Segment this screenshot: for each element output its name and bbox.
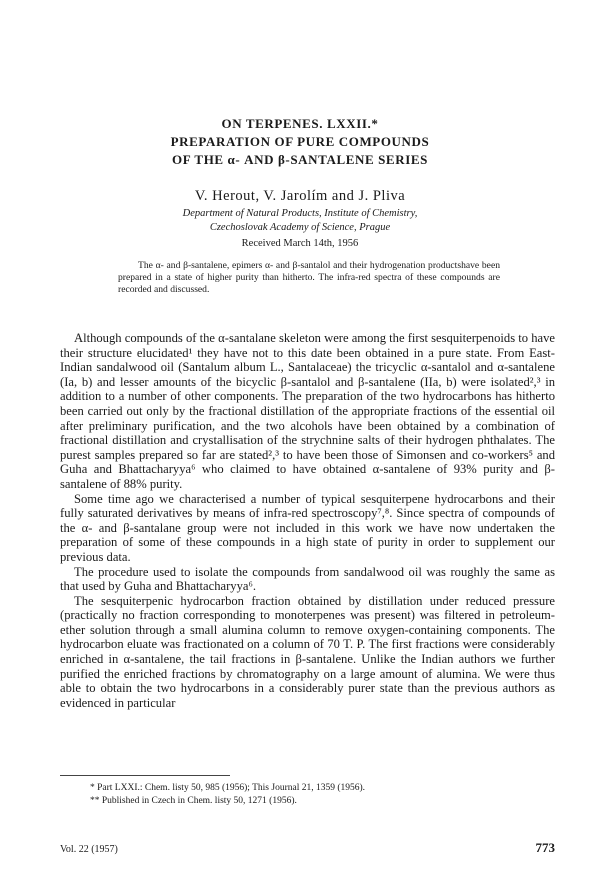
- affiliation: [60, 207, 540, 235]
- body-paragraph-3: The procedure used to isolate the compounds from sandalwood oil was roughly the same as that used by Guha and Bhattacharyya⁶.: [60, 564, 555, 594]
- footnotes: [60, 782, 555, 808]
- journal-volume: Vol. 22 (1957): [60, 844, 118, 855]
- body-paragraph-2: Some time ago we characterised a number of typical sesquiterpene hydrocarbons and their fully saturated derivatives by means of infra-red spectroscopy⁷,⁸. Since spectra of compounds of the α- and β-santalane group were not included in this work we have now undertaken the preparation of some of these compounds in a high state of purity in order to supplement our previous data.: [60, 491, 555, 564]
- article-title: [60, 115, 540, 169]
- body-paragraph-1: Although compounds of the α-santalane skeleton were among the first sesquiterpenoids to have their structure elucidated¹ they have not to this date been obtained in a pure state. From East-Indian sandalwood oil (Santalum album L., Santalaceae) the tricyclic α-santalol and α-santalene (Ia, b) and lesser amounts of the bicyclic β-santalol and β-santalene (IIa, b) were isolated²,³ in addition to a number of other components. The preparation of the two hydrocarbons has hitherto been carried out only by the fractional distillation of the appropriate fractions of the essential oil after preliminary purification, and the two alcohols have been obtained by a combination of fractional distillation and crystallisation of the strychnine salts of their hydrogen phthalates. The purest samples prepared so far are stated²,³ to have been those of Simonsen and co-workers⁵ and Guha and Bhattacharyya⁶ who claimed to have obtained α-santalene of 93% purity and β-santalene of 88% purity.: [60, 331, 555, 491]
- body-paragraph-4: The sesquiterpenic hydrocarbon fraction obtained by distillation under reduced pressure (practically no fraction corresponding to monoterpenes was present) was filtered in petroleum-ether solution through a small alumina column to remove oxygen-containing components. The hydrocarbon eluate was fractionated on a column of 70 T. P. The first fractions were considerably enriched in α-santalene, the tail fractions in β-santalene. Unlike the Indian authors we further purified the enriched fractions by chromatography on a large amount of alumina. We were thus able to obtain the two hydrocarbons in a considerably purer state than the previous authors as evidenced in particular: [60, 593, 555, 710]
- title-line-2: PREPARATION OF PURE COMPOUNDS: [170, 134, 430, 149]
- affiliation-line-2: Czechoslovak Academy of Science, Prague: [209, 222, 391, 233]
- title-line-3: OF THE α- AND β-SANTALENE SERIES: [172, 152, 428, 167]
- received-date: Received March 14th, 1956: [241, 238, 359, 249]
- abstract: The α- and β-santalene, epimers α- and β-santalol and their hydrogenation productshave been prepared in a state of higher purity than hitherto. The infra-red spectra of these compounds are recorded and discussed.: [118, 260, 500, 296]
- page-number: 773: [535, 840, 555, 855]
- footnote-2: ** Published in Czech in Chem. listy 50, 1271 (1956).: [90, 796, 297, 806]
- article-body: [60, 331, 555, 710]
- author-list: V. Herout, V. Jarolím and J. Pliva: [194, 188, 406, 204]
- footnote-1: * Part LXXI.: Chem. listy 50, 985 (1956); This Journal 21, 1359 (1956).: [90, 783, 366, 793]
- title-line-1: ON TERPENES. LXXII.*: [221, 116, 379, 131]
- footnote-divider: [60, 775, 230, 776]
- affiliation-line-1: Department of Natural Products, Institute of Chemistry,: [182, 208, 418, 219]
